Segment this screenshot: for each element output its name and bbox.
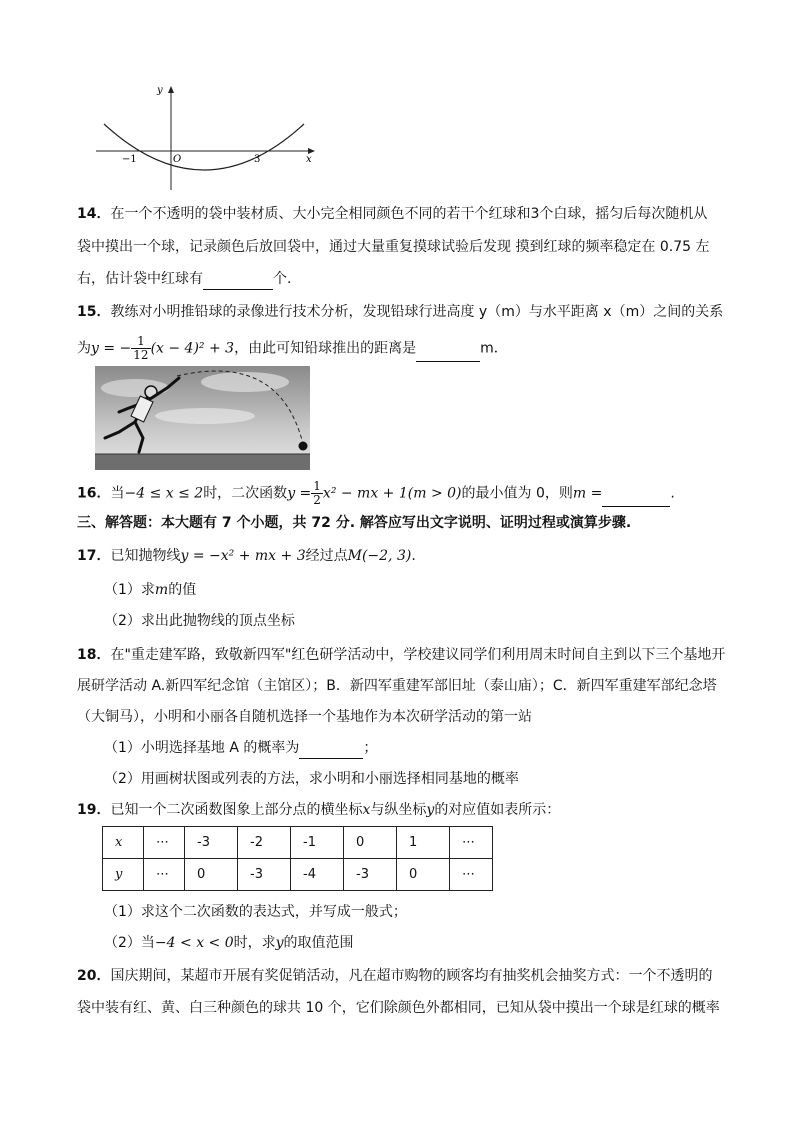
- table-cell: ⋯: [144, 827, 185, 859]
- q14-text2: 袋中摸出一个球，记录颜色后放回袋中，通过大量重复摸球试验后发现 摸到红球的频率稳定在 0.75 左: [77, 239, 710, 255]
- table-cell: ⋯: [450, 827, 493, 859]
- question-number: 17．: [77, 548, 111, 564]
- y-axis-label: y: [157, 85, 163, 96]
- table-cell: y: [103, 859, 144, 891]
- q17-line: [77, 546, 416, 566]
- q17-sub2: （2）求出此抛物线的顶点坐标: [104, 613, 295, 629]
- question-number: 14．: [77, 206, 111, 222]
- q14-line3: [77, 269, 291, 290]
- inequality: −4 < x < 0: [154, 935, 234, 951]
- table-cell: 1: [397, 827, 450, 859]
- q16-text-c: 的最小值为 0，则: [461, 485, 573, 502]
- variable-y: y: [275, 935, 284, 951]
- x-axis-label: x: [306, 154, 312, 165]
- q18-text1: 在"重走建军路，致敬新四军"红色研学活动中，学校建议同学们利用周末时间自主到以下三个基地开: [110, 647, 726, 663]
- answer-blank[interactable]: [416, 337, 480, 362]
- q20-line2: 袋中装有红、黄、白三种颜色的球共 10 个，它们除颜色外都相同，已知从袋中摸出一个球是红球的概率: [77, 1000, 720, 1016]
- table-cell: -3: [344, 859, 397, 891]
- q17-sub1: （1）求m的值: [104, 582, 197, 598]
- cloud: [155, 408, 255, 424]
- question-number: 15．: [77, 304, 111, 320]
- table-cell: -1: [291, 827, 344, 859]
- q15-line2: [77, 335, 508, 362]
- q16-text-b: 时，二次函数: [203, 485, 288, 502]
- variable-y: y: [426, 802, 435, 818]
- equation-lhs: y =: [287, 485, 312, 502]
- origin-label: O: [173, 154, 182, 165]
- tick-label-3: 3: [254, 154, 261, 165]
- q18-line1: [77, 645, 725, 665]
- table-cell: ⋯: [144, 859, 185, 891]
- equation-rhs: x² − mx + 1(m > 0): [322, 485, 462, 502]
- q18-line2: 展研学活动 A.新四军纪念馆（主馆区）；B．新四军重建军部旧址（泰山庙）；C．新四军重建军部纪念塔: [77, 678, 717, 694]
- q14-line1: [77, 204, 707, 224]
- variable-x: x: [362, 802, 371, 818]
- q15-line1: [77, 302, 723, 322]
- q15-text2b: ，由此可知铅球推出的距离是: [234, 340, 417, 357]
- question-number: 20．: [77, 968, 111, 984]
- q19-line: 19．已知一个二次函数图象上部分点的横坐标x与纵坐标y的对应值如表所示：: [77, 802, 561, 818]
- q15-text1: 教练对小明推铅球的录像进行技术分析，发现铅球行进高度 y（m）与水平距离 x（m）之间的关系: [110, 304, 724, 320]
- table-cell: 0: [185, 859, 238, 891]
- q15-text2: 为: [77, 340, 91, 357]
- q18-line3: （大铜马），小明和小丽各自随机选择一个基地作为本次研学活动的第一站: [77, 709, 532, 725]
- q15-text2c: m．: [480, 340, 508, 357]
- q16-text-d: .: [670, 485, 675, 502]
- variable-m: m: [154, 582, 169, 598]
- question-number: 18．: [77, 647, 111, 663]
- q19-sub1: （1）求这个二次函数的表达式，并写成一般式；: [104, 904, 407, 920]
- table-row-x: [103, 827, 493, 859]
- tick-label-neg1: −1: [122, 154, 137, 165]
- table-cell: -3: [185, 827, 238, 859]
- answer-blank[interactable]: [602, 482, 670, 507]
- q14-text3: 右，估计袋中红球有: [77, 271, 203, 287]
- parabola-graph: [94, 84, 316, 194]
- q18-sub1: （1）小明选择基地 A 的概率为 ；: [104, 738, 377, 759]
- fraction: $\frac{1}{2}$: [313, 479, 321, 507]
- q14-text3-end: 个.: [273, 271, 292, 287]
- fraction: $\frac{1}{12}$: [133, 334, 149, 362]
- table-cell: 0: [344, 827, 397, 859]
- table-cell: -2: [238, 827, 291, 859]
- table-cell: ⋯: [450, 859, 493, 891]
- table-cell: x: [103, 827, 144, 859]
- q17-text-c: .: [411, 548, 416, 564]
- table-cell: -4: [291, 859, 344, 891]
- equation: y = −x² + mx + 3: [180, 548, 306, 564]
- ground: [95, 454, 310, 470]
- q17-text-b: 经过点: [305, 548, 348, 564]
- q18-sub2: （2）用画树状图或列表的方法，求小明和小丽选择相同基地的概率: [104, 771, 519, 787]
- shot-ball: [299, 442, 308, 451]
- value-table: [102, 826, 493, 891]
- table-cell: -3: [238, 859, 291, 891]
- question-number: 16．: [77, 485, 111, 502]
- q20-line1: 20．国庆期间，某超市开展有奖促销活动，凡在超市购物的顾客均有抽奖机会抽奖方式：一个不透明的: [77, 968, 713, 984]
- q14-text1: 在一个不透明的袋中装材质、大小完全相同颜色不同的若干个红球和3个白球，摇匀后每次随机从: [110, 206, 708, 222]
- q16-text-a: 当: [110, 485, 125, 502]
- shot-put-illustration: [95, 366, 310, 470]
- q14-line2: [77, 237, 710, 257]
- equation-rhs: (x − 4)² + 3: [150, 340, 235, 357]
- section-heading: 三、解答题：本大题有 7 个小题，共 72 分. 解答应写出文字说明、证明过程或演算步骤.: [77, 515, 632, 531]
- q16-line: [77, 480, 675, 507]
- answer-blank[interactable]: [299, 738, 363, 759]
- q17-text-a: 已知抛物线: [110, 548, 181, 564]
- answer-blank[interactable]: [203, 269, 273, 290]
- inequality: −4 ≤ x ≤ 2: [124, 485, 204, 502]
- q19-sub2: （2）当−4 < x < 0时，求y的取值范围: [104, 935, 354, 951]
- y-axis-arrow: [168, 86, 174, 93]
- variable-m: m =: [572, 485, 603, 502]
- table-row-y: [103, 859, 493, 891]
- cloud: [201, 372, 289, 392]
- table-cell: 0: [397, 859, 450, 891]
- equation-lhs: y = −: [91, 340, 132, 357]
- question-number: 19．: [77, 802, 111, 818]
- point-label: M(−2, 3): [347, 548, 412, 564]
